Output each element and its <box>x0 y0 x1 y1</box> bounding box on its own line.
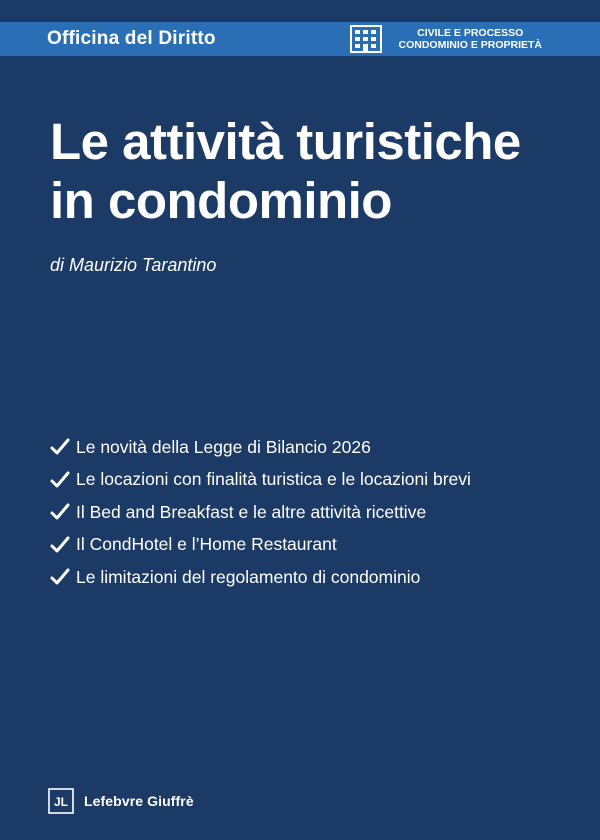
list-item-text: Le limitazioni del regolamento di condominio <box>76 566 421 587</box>
list-item-text: Le locazioni con finalità turistica e le locazioni brevi <box>76 469 471 490</box>
category-line-1: CIVILE E PROCESSO <box>417 27 524 39</box>
list-item <box>50 496 590 529</box>
checkmark-icon <box>50 437 70 457</box>
list-item-text: Il CondHotel e l’Home Restaurant <box>76 534 337 555</box>
checkmark-icon <box>50 567 70 587</box>
category-label <box>398 27 542 51</box>
publisher-logo-icon <box>48 788 74 814</box>
series-name: Officina del Diritto <box>47 28 216 49</box>
building-icon <box>350 25 382 53</box>
book-title <box>50 112 580 230</box>
list-item <box>50 561 590 594</box>
publisher-name: Lefebvre Giuffrè <box>84 793 194 809</box>
list-item <box>50 529 590 562</box>
series-bar <box>0 22 600 56</box>
title-line-2: in condominio <box>50 172 392 229</box>
list-item-text: Le novità della Legge di Bilancio 2026 <box>76 436 371 457</box>
list-item-text: Il Bed and Breakfast e le altre attività ricettive <box>76 501 427 522</box>
publisher-logo-text: JL <box>53 795 69 809</box>
checkmark-icon <box>50 470 70 490</box>
category-line-2: CONDOMINIO E PROPRIETÀ <box>398 39 542 51</box>
author: di Maurizio Tarantino <box>50 255 217 275</box>
list-item <box>50 464 590 497</box>
checkmark-icon <box>50 502 70 522</box>
topics-list <box>50 431 590 594</box>
checkmark-icon <box>50 535 70 555</box>
title-line-1: Le attività turistiche <box>50 113 521 170</box>
publisher <box>48 788 194 814</box>
list-item <box>50 431 590 464</box>
